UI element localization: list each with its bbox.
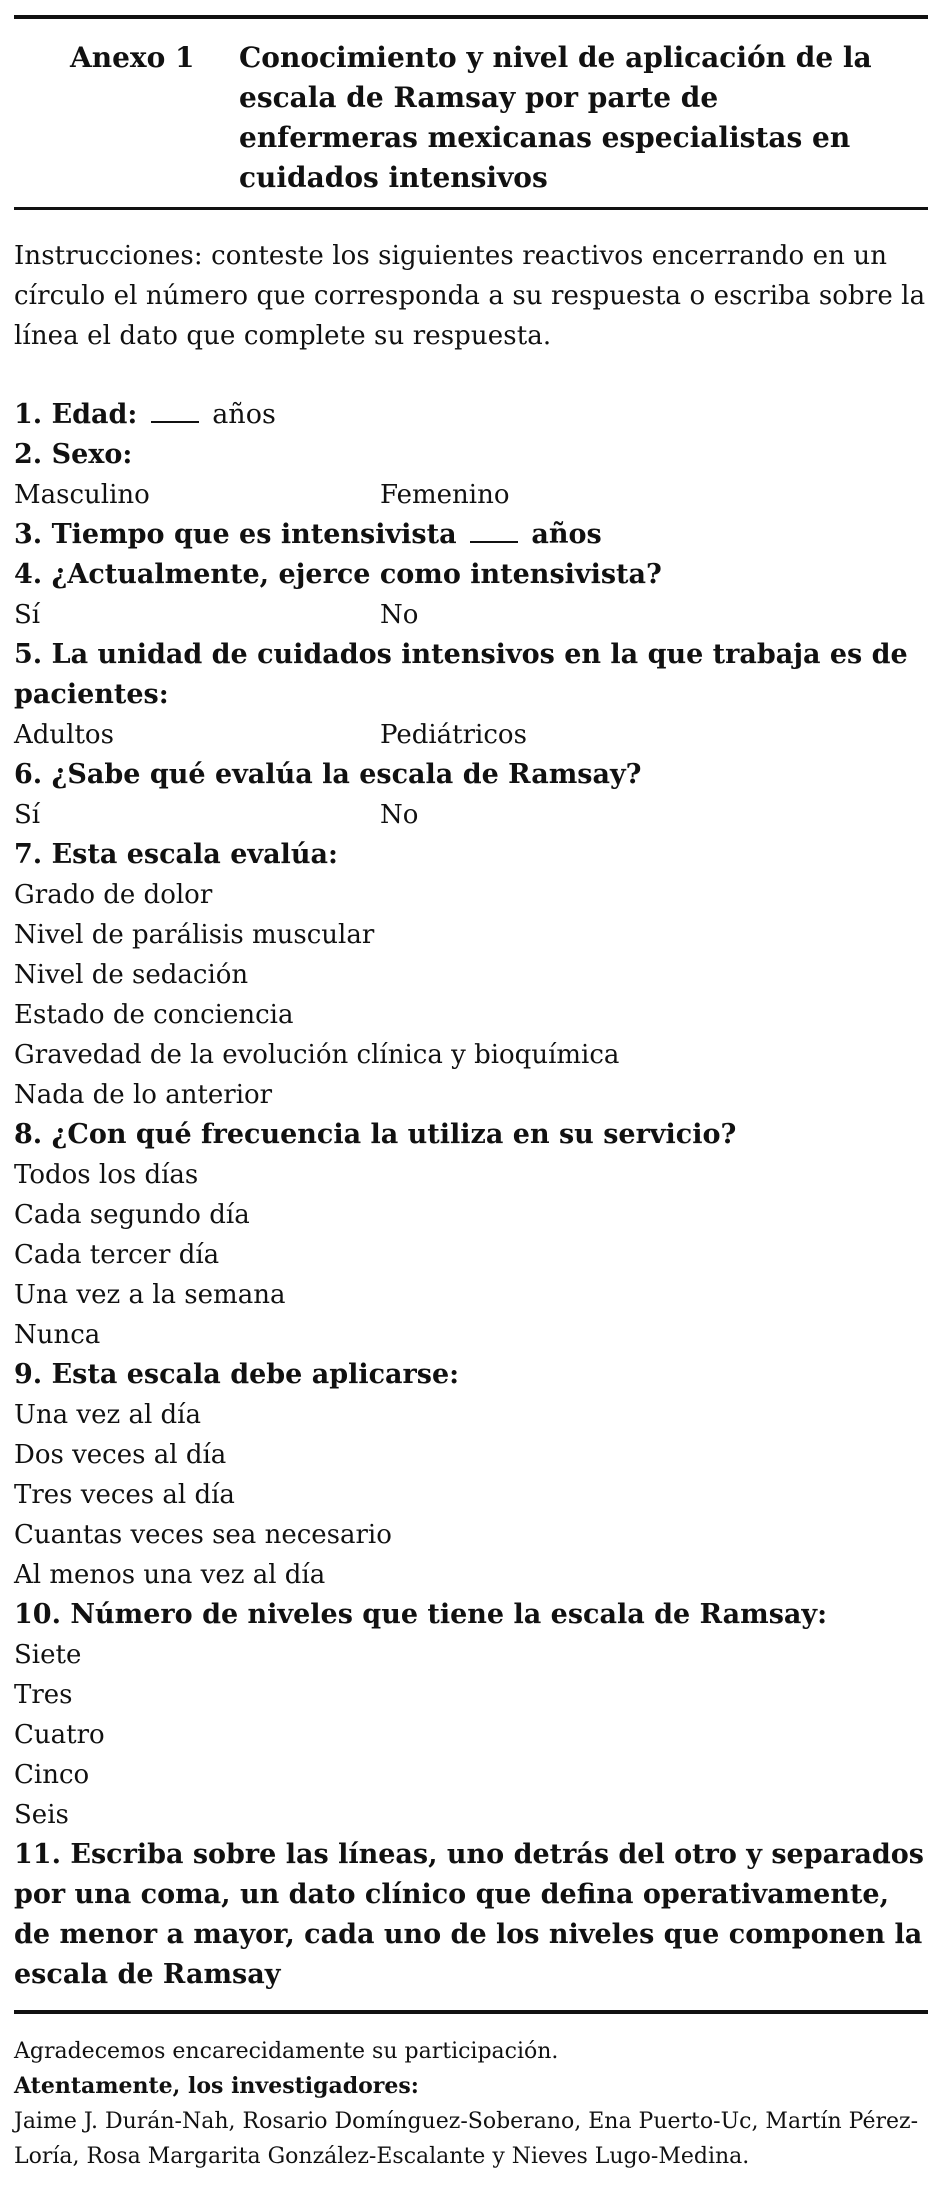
instructions-text: Instrucciones: conteste los siguientes reactivos encerrando en un círculo el número que corresponda a su respuesta o escriba sobre la línea el dato que complete su respuesta.: [14, 241, 926, 351]
header-rule: [14, 207, 928, 210]
option-item[interactable]: Cuatro: [14, 1720, 105, 1750]
question-5-options: [14, 715, 928, 755]
option-item[interactable]: Nunca: [14, 1320, 101, 1350]
option-item[interactable]: Gravedad de la evolución clínica y bioquímica: [14, 1040, 620, 1070]
footer: [14, 2034, 928, 2174]
thanks-text: Agradecemos encarecidamente su participación.: [14, 2039, 559, 2064]
option-item[interactable]: Una vez a la semana: [14, 1280, 286, 1310]
question-4: 4. ¿Actualmente, ejerce como intensivista?: [14, 559, 662, 590]
option-item[interactable]: Seis: [14, 1800, 69, 1830]
annex-label: Anexo 1: [70, 41, 195, 74]
option-item[interactable]: Una vez al día: [14, 1400, 202, 1430]
option-item[interactable]: Cuantas veces sea necesario: [14, 1520, 392, 1550]
question-1-label: 1. Edad:: [14, 399, 138, 430]
option-item[interactable]: Estado de conciencia: [14, 1000, 294, 1030]
option-item[interactable]: Cada segundo día: [14, 1200, 250, 1230]
option-femenino[interactable]: Femenino: [380, 480, 510, 510]
question-1-unit: años: [212, 399, 276, 430]
question-8: 8. ¿Con qué frecuencia la utiliza en su servicio?: [14, 1119, 737, 1150]
question-6-options: [14, 795, 928, 835]
option-si[interactable]: Sí: [14, 800, 41, 830]
years-blank-line[interactable]: [470, 521, 518, 543]
question-11: 11. Escriba sobre las líneas, uno detrás del otro y separados por una coma, un dato clínico que defina operativamente, de menor a mayor, cada uno de los niveles que componen la escala de Ramsay: [14, 1839, 924, 1990]
footer-rule: [14, 2010, 928, 2014]
question-7: 7. Esta escala evalúa:: [14, 839, 338, 870]
question-4-options: [14, 595, 928, 635]
option-item[interactable]: Todos los días: [14, 1160, 199, 1190]
question-3: [14, 515, 928, 555]
option-masculino[interactable]: Masculino: [14, 480, 150, 510]
annex-header: [14, 34, 928, 204]
question-10: 10. Número de niveles que tiene la escala de Ramsay:: [14, 1599, 828, 1630]
question-3-label: 3. Tiempo que es intensivista: [14, 519, 457, 550]
option-item[interactable]: Siete: [14, 1640, 82, 1670]
questionnaire: [14, 395, 928, 1995]
option-pediatricos[interactable]: Pediátricos: [380, 720, 527, 750]
signature-heading: Atentamente, los investigadores:: [14, 2073, 419, 2099]
annex-title: Conocimiento y nivel de aplicación de la escala de Ramsay por parte de enfermeras mexicanas especialistas en cuidados intensivos: [239, 41, 872, 194]
question-2: 2. Sexo:: [14, 439, 133, 470]
option-item[interactable]: Nivel de parálisis muscular: [14, 920, 375, 950]
top-rule: [14, 15, 928, 19]
authors-text: Jaime J. Durán-Nah, Rosario Domínguez-Soberano, Ena Puerto-Uc, Martín Pérez-Loría, Rosa Margarita González-Escalante y Nieves Lugo-Medina.: [14, 2109, 919, 2169]
question-9: 9. Esta escala debe aplicarse:: [14, 1359, 460, 1390]
option-adultos[interactable]: Adultos: [14, 720, 114, 750]
question-5: 5. La unidad de cuidados intensivos en la que trabaja es de pacientes:: [14, 639, 908, 710]
option-item[interactable]: Tres veces al día: [14, 1480, 235, 1510]
option-item[interactable]: Nada de lo anterior: [14, 1080, 273, 1110]
age-blank-line[interactable]: [151, 401, 199, 423]
option-item[interactable]: Nivel de sedación: [14, 960, 249, 990]
question-1: [14, 395, 928, 435]
option-item[interactable]: Cinco: [14, 1760, 90, 1790]
option-item[interactable]: Grado de dolor: [14, 880, 213, 910]
option-item[interactable]: Cada tercer día: [14, 1240, 220, 1270]
option-si[interactable]: Sí: [14, 600, 41, 630]
question-3-unit: años: [531, 519, 602, 550]
question-6: 6. ¿Sabe qué evalúa la escala de Ramsay?: [14, 759, 642, 790]
option-item[interactable]: Tres: [14, 1680, 73, 1710]
question-2-options: [14, 475, 928, 515]
option-item[interactable]: Dos veces al día: [14, 1440, 227, 1470]
option-item[interactable]: Al menos una vez al día: [14, 1560, 326, 1590]
option-no[interactable]: No: [380, 600, 419, 630]
option-no[interactable]: No: [380, 800, 419, 830]
